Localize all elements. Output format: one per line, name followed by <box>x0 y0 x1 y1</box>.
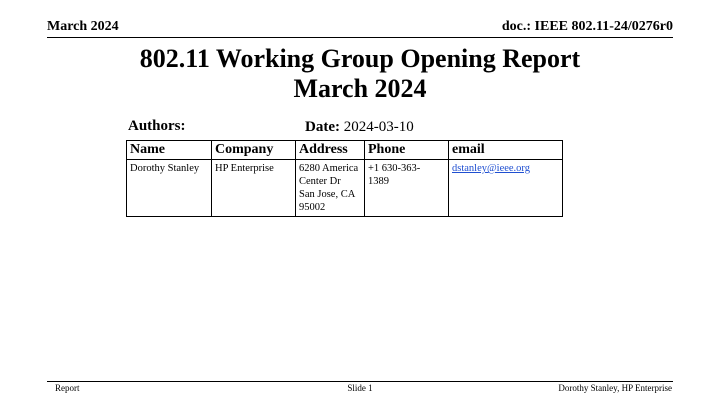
authors-label: Authors: <box>128 118 186 134</box>
address-line: Center Dr <box>299 176 341 187</box>
col-header-name: Name <box>127 141 212 160</box>
author-name: Dorothy Stanley <box>127 160 212 217</box>
slide-number: Slide 1 <box>347 383 373 393</box>
table-header-row <box>127 141 563 160</box>
date-line <box>305 119 414 136</box>
table-row <box>127 160 563 217</box>
col-header-company: Company <box>212 141 296 160</box>
author-company: HP Enterprise <box>212 160 296 217</box>
phone-line: +1 630-363- <box>368 163 421 174</box>
authors-table <box>126 140 563 217</box>
author-email-cell <box>449 160 563 217</box>
address-line: 6280 America <box>299 163 359 174</box>
author-address <box>296 160 365 217</box>
footer-author: Dorothy Stanley, HP Enterprise <box>558 383 672 393</box>
phone-line: 1389 <box>368 176 389 187</box>
col-header-address: Address <box>296 141 365 160</box>
date-label: Date: <box>305 119 340 135</box>
footer-rule <box>47 381 673 382</box>
slide-title-line-1: 802.11 Working Group Opening Report <box>139 44 581 73</box>
header-doc-number: doc.: IEEE 802.11-24/0276r0 <box>501 19 673 34</box>
author-phone <box>365 160 449 217</box>
author-email-link[interactable]: dstanley@ieee.org <box>452 163 530 174</box>
footer-left: Report <box>55 383 80 393</box>
address-line: 95002 <box>299 202 326 213</box>
header-date: March 2024 <box>47 19 119 34</box>
header-rule <box>47 37 673 38</box>
col-header-phone: Phone <box>365 141 449 160</box>
slide-title-line-2: March 2024 <box>293 74 427 103</box>
col-header-email: email <box>449 141 563 160</box>
address-line: San Jose, CA <box>299 189 356 200</box>
date-value: 2024-03-10 <box>343 119 414 135</box>
slide-title <box>0 44 720 104</box>
